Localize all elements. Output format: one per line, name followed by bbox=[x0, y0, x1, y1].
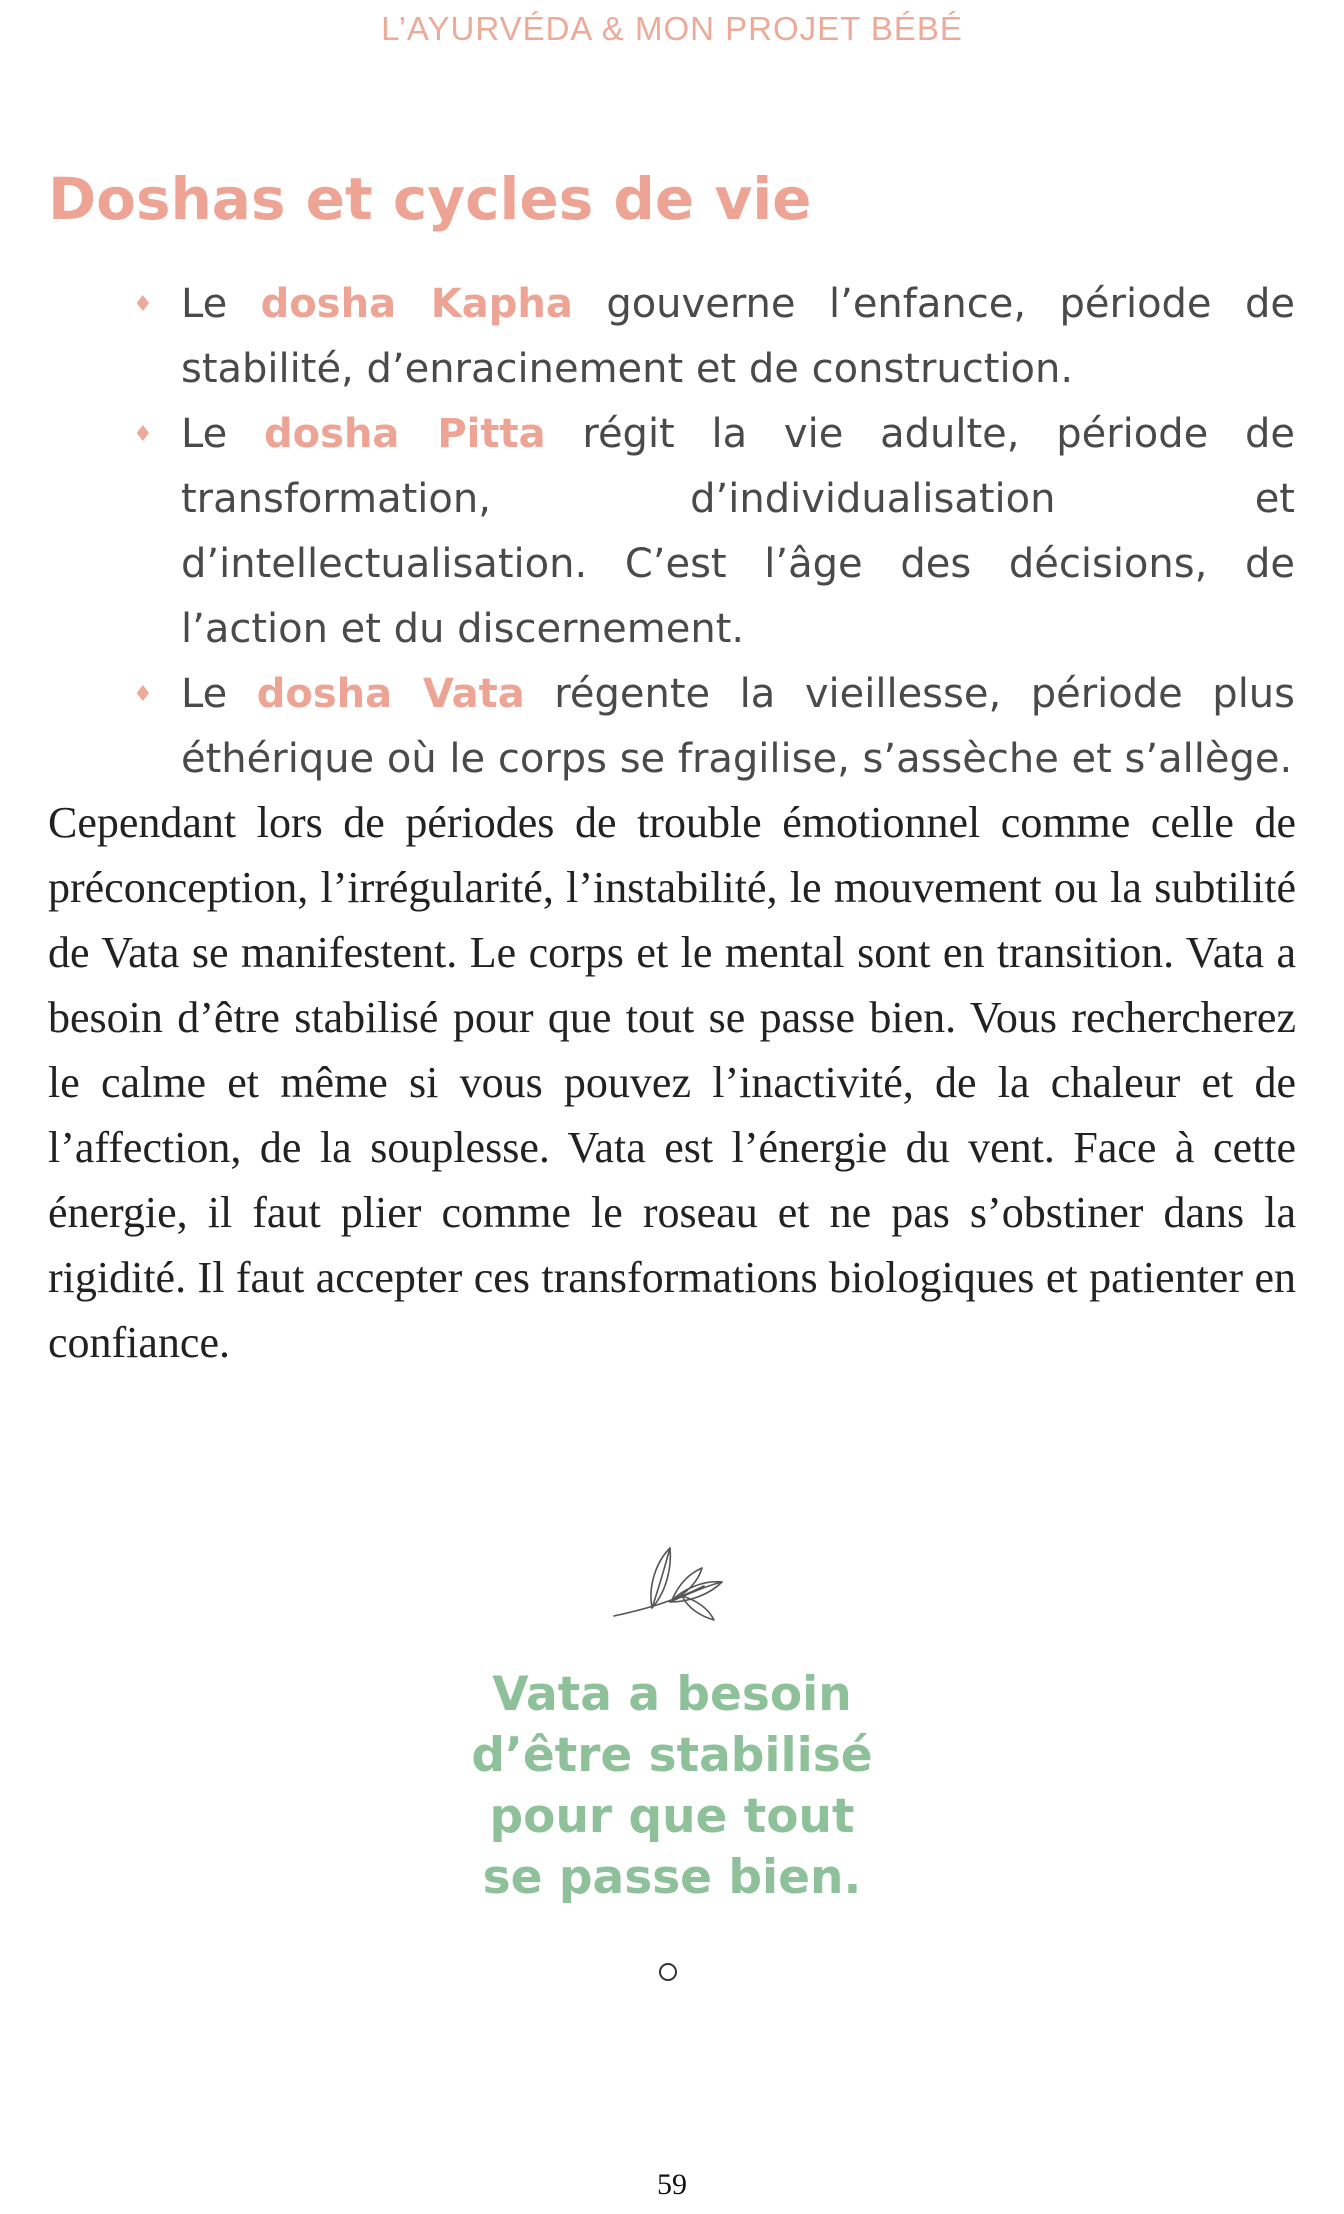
dosha-list bbox=[130, 272, 1295, 792]
pull-quote-line: pour que tout bbox=[489, 1789, 855, 1844]
circle-icon bbox=[659, 1963, 677, 1981]
item-text: régit la vie adulte, période de transformation, d’individualisation et d’intellectualisation. C’est l’âge des décisions, de l’action et du discernement. bbox=[181, 411, 1296, 652]
leaf-icon bbox=[612, 1546, 724, 1622]
item-prefix: Le bbox=[181, 411, 264, 457]
body-paragraph: Cependant lors de périodes de trouble émotionnel comme celle de préconception, l’irrégularité, l’instabilité, le mouvement ou la subtilité de Vata se manifestent. Le corps et le mental sont en transition. Vata a besoin d’être stabilisé pour que tout se passe bien. Vous rechercherez le calme et même si vous pouvez l’inactivité, de la chaleur et de l’affection, de la souplesse. Vata est l’énergie du vent. Face à cette énergie, il faut plier comme le roseau et ne pas s’obstiner dans la rigidité. Il faut accepter ces transformations biologiques et patienter en confiance. bbox=[48, 798, 1296, 1367]
pull-quote bbox=[372, 1664, 972, 1908]
list-item bbox=[130, 402, 1295, 662]
dosha-name: dosha Pitta bbox=[263, 411, 546, 457]
running-header: L’AYURVÉDA & MON PROJET BÉBÉ bbox=[381, 10, 963, 47]
page-number: 59 bbox=[657, 2168, 687, 2201]
list-item bbox=[130, 272, 1295, 402]
section-title: Doshas et cycles de vie bbox=[48, 165, 812, 233]
item-prefix: Le bbox=[181, 281, 261, 327]
bullet-diamond-icon: ♦ bbox=[133, 292, 153, 317]
dosha-name: dosha Kapha bbox=[260, 281, 573, 327]
item-text: régente la vieillesse, période plus éthérique où le corps se fragilise, s’assèche et s’allège. bbox=[181, 671, 1295, 782]
item-prefix: Le bbox=[181, 671, 257, 717]
pull-quote-line: d’être stabilisé bbox=[471, 1728, 873, 1783]
pull-quote-line: Vata a besoin bbox=[492, 1667, 852, 1722]
list-item bbox=[130, 662, 1295, 792]
dosha-name: dosha Vata bbox=[256, 671, 525, 717]
bullet-diamond-icon: ♦ bbox=[133, 682, 153, 707]
item-text: gouverne l’enfance, période de stabilité, d’enracinement et de construction. bbox=[181, 281, 1296, 392]
bullet-diamond-icon: ♦ bbox=[133, 422, 153, 447]
pull-quote-line: se passe bien. bbox=[482, 1850, 862, 1905]
